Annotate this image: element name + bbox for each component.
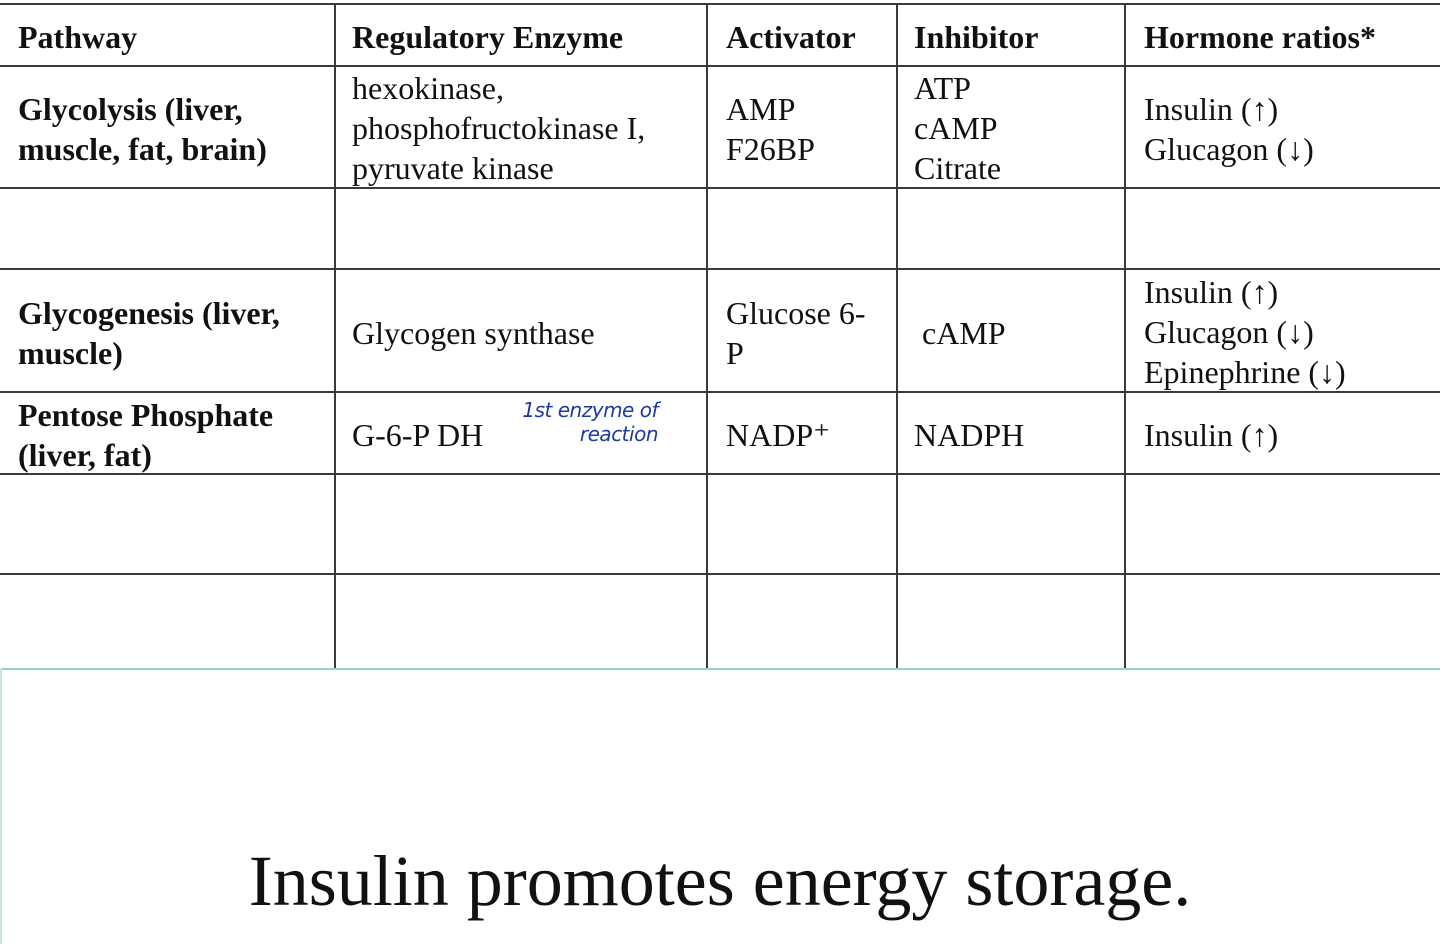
table-bottom-border (0, 668, 1440, 670)
header-hormone-ratios: Hormone ratios* (1144, 19, 1376, 55)
enzyme-pentose-phosphate: G-6-P DH (352, 417, 484, 453)
hormones-pentose-phosphate: Insulin (↑) (1144, 417, 1279, 453)
header-pathway: Pathway (18, 19, 138, 55)
hormones-glycolysis: Insulin (↑) Glucagon (↓) (1144, 91, 1314, 167)
pathway-glycogenesis: Glycogenesis (liver, muscle) (18, 295, 280, 371)
header-regulatory-enzyme: Regulatory Enzyme (352, 19, 624, 55)
activator-glycolysis: AMP F26BP (726, 91, 815, 167)
caption: Insulin promotes energy storage. (248, 841, 1192, 921)
activator-glycogenesis: Glucose 6- P (726, 295, 866, 371)
handwritten-note: 1st enzyme of reaction (522, 398, 658, 446)
pathway-glycolysis: Glycolysis (liver, muscle, fat, brain) (18, 91, 267, 167)
header-inhibitor: Inhibitor (914, 19, 1039, 55)
enzyme-glycolysis: hexokinase, phosphofructokinase I, pyruvate kinase (352, 70, 646, 186)
inhibitor-glycogenesis: cAMP (922, 315, 1006, 351)
inhibitor-glycolysis: ATP cAMP Citrate (914, 70, 1002, 186)
activator-pentose-phosphate: NADP⁺ (726, 417, 831, 453)
inhibitor-pentose-phosphate: NADPH (914, 417, 1025, 453)
hormones-glycogenesis: Insulin (↑) Glucagon (↓) Epinephrine (↓) (1144, 274, 1346, 390)
pathway-pentose-phosphate: Pentose Phosphate (liver, fat) (18, 397, 274, 473)
enzyme-glycogenesis: Glycogen synthase (352, 315, 595, 351)
header-activator: Activator (726, 19, 856, 55)
